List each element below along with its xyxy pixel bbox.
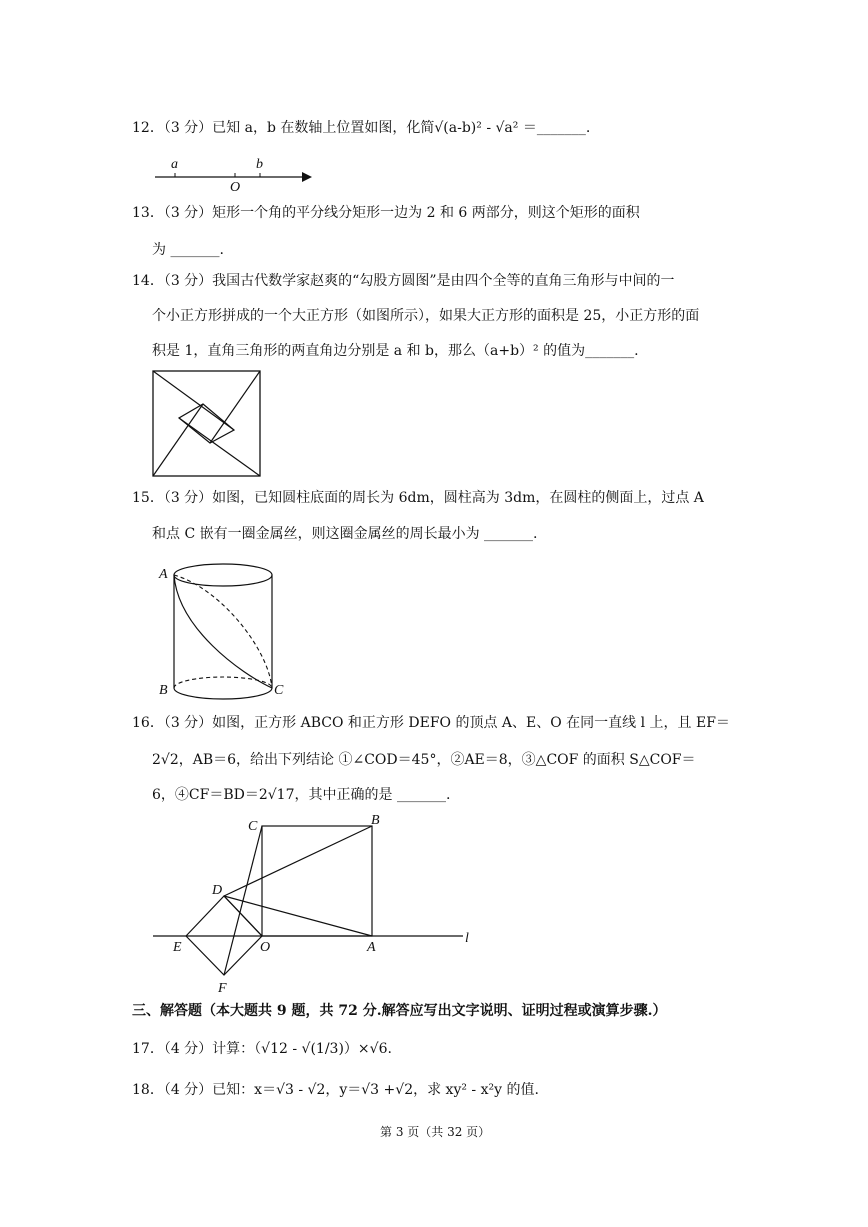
cylinder-bottom-back — [174, 677, 272, 688]
outer-square — [153, 371, 260, 476]
squares-figure — [148, 808, 483, 1000]
wire-front — [174, 575, 272, 688]
question-16-line3: 6，④CF＝BD＝2√17，其中正确的是 _______. — [152, 787, 451, 803]
label-F: F — [218, 981, 227, 996]
label-E: E — [173, 940, 182, 955]
label-C: C — [274, 683, 284, 698]
label-b: b — [256, 157, 263, 172]
zhao-shuang-figure — [150, 368, 265, 480]
question-14-line2: 个小正方形拼成的一个大正方形（如图所示），如果大正方形的面积是 25，小正方形的面 — [152, 308, 700, 324]
question-15-line2: 和点 C 嵌有一圈金属丝，则这圈金属丝的周长最小为 _______. — [152, 526, 538, 542]
cylinder-bottom-front — [174, 688, 272, 699]
wire-back — [174, 575, 272, 688]
question-18: 18．（4 分）已知：x＝√3 - √2，y＝√3 +√2，求 xy² - x²y 的值. — [132, 1082, 539, 1098]
question-17: 17．（4 分）计算：（√12 - √(1/3)）×√6. — [132, 1041, 392, 1057]
cylinder-figure — [150, 558, 295, 703]
question-14-line1: 14．（3 分）我国古代数学家赵爽的“勾股方圆图”是由四个全等的直角三角形与中间的一 — [132, 273, 675, 289]
question-13-line2: 为 _______. — [152, 242, 224, 258]
number-line-figure — [150, 150, 320, 195]
question-16-line2: 2√2，AB＝6，给出下列结论 ①∠COD＝45°，②AE＝8，③△COF 的面积 S△COF＝ — [152, 752, 696, 768]
segment-DB — [224, 826, 372, 896]
question-16-line1: 16．（3 分）如图，正方形 ABCO 和正方形 DEFO 的顶点 A、E、O 在同一直线 l 上，且 EF＝ — [132, 715, 730, 731]
label-A: A — [367, 940, 376, 955]
question-13-line1: 13．（3 分）矩形一个角的平分线分矩形一边为 2 和 6 两部分，则这个矩形的面积 — [132, 205, 640, 221]
label-o: O — [230, 180, 241, 195]
number-line-arrow — [302, 172, 312, 182]
question-14-line3: 积是 1，直角三角形的两直角边分别是 a 和 b，那么（a+b）² 的值为_______. — [152, 343, 639, 359]
page-footer: 第 3 页（共 32 页） — [380, 1125, 491, 1139]
segment-CF — [224, 826, 262, 975]
label-D: D — [212, 883, 223, 898]
label-A: A — [159, 567, 168, 582]
question-15-line1: 15．（3 分）如图，已知圆柱底面的周长为 6dm，圆柱高为 3dm，在圆柱的侧面上，过点 A — [132, 490, 704, 506]
label-O: O — [260, 940, 271, 955]
label-a: a — [171, 157, 178, 172]
segment-DA — [224, 896, 372, 936]
label-C: C — [248, 819, 258, 834]
section-3-heading: 三、解答题（本大题共 9 题，共 72 分.解答应写出文字说明、证明过程或演算步骤.） — [132, 1003, 667, 1019]
question-12: 12．（3 分）已知 a，b 在数轴上位置如图，化简√(a-b)² - √a² ＝_______. — [132, 120, 591, 136]
label-B: B — [371, 813, 380, 828]
label-B: B — [159, 683, 168, 698]
cylinder-top — [174, 564, 272, 586]
label-l: l — [465, 931, 469, 946]
square-ABCO — [262, 826, 372, 936]
